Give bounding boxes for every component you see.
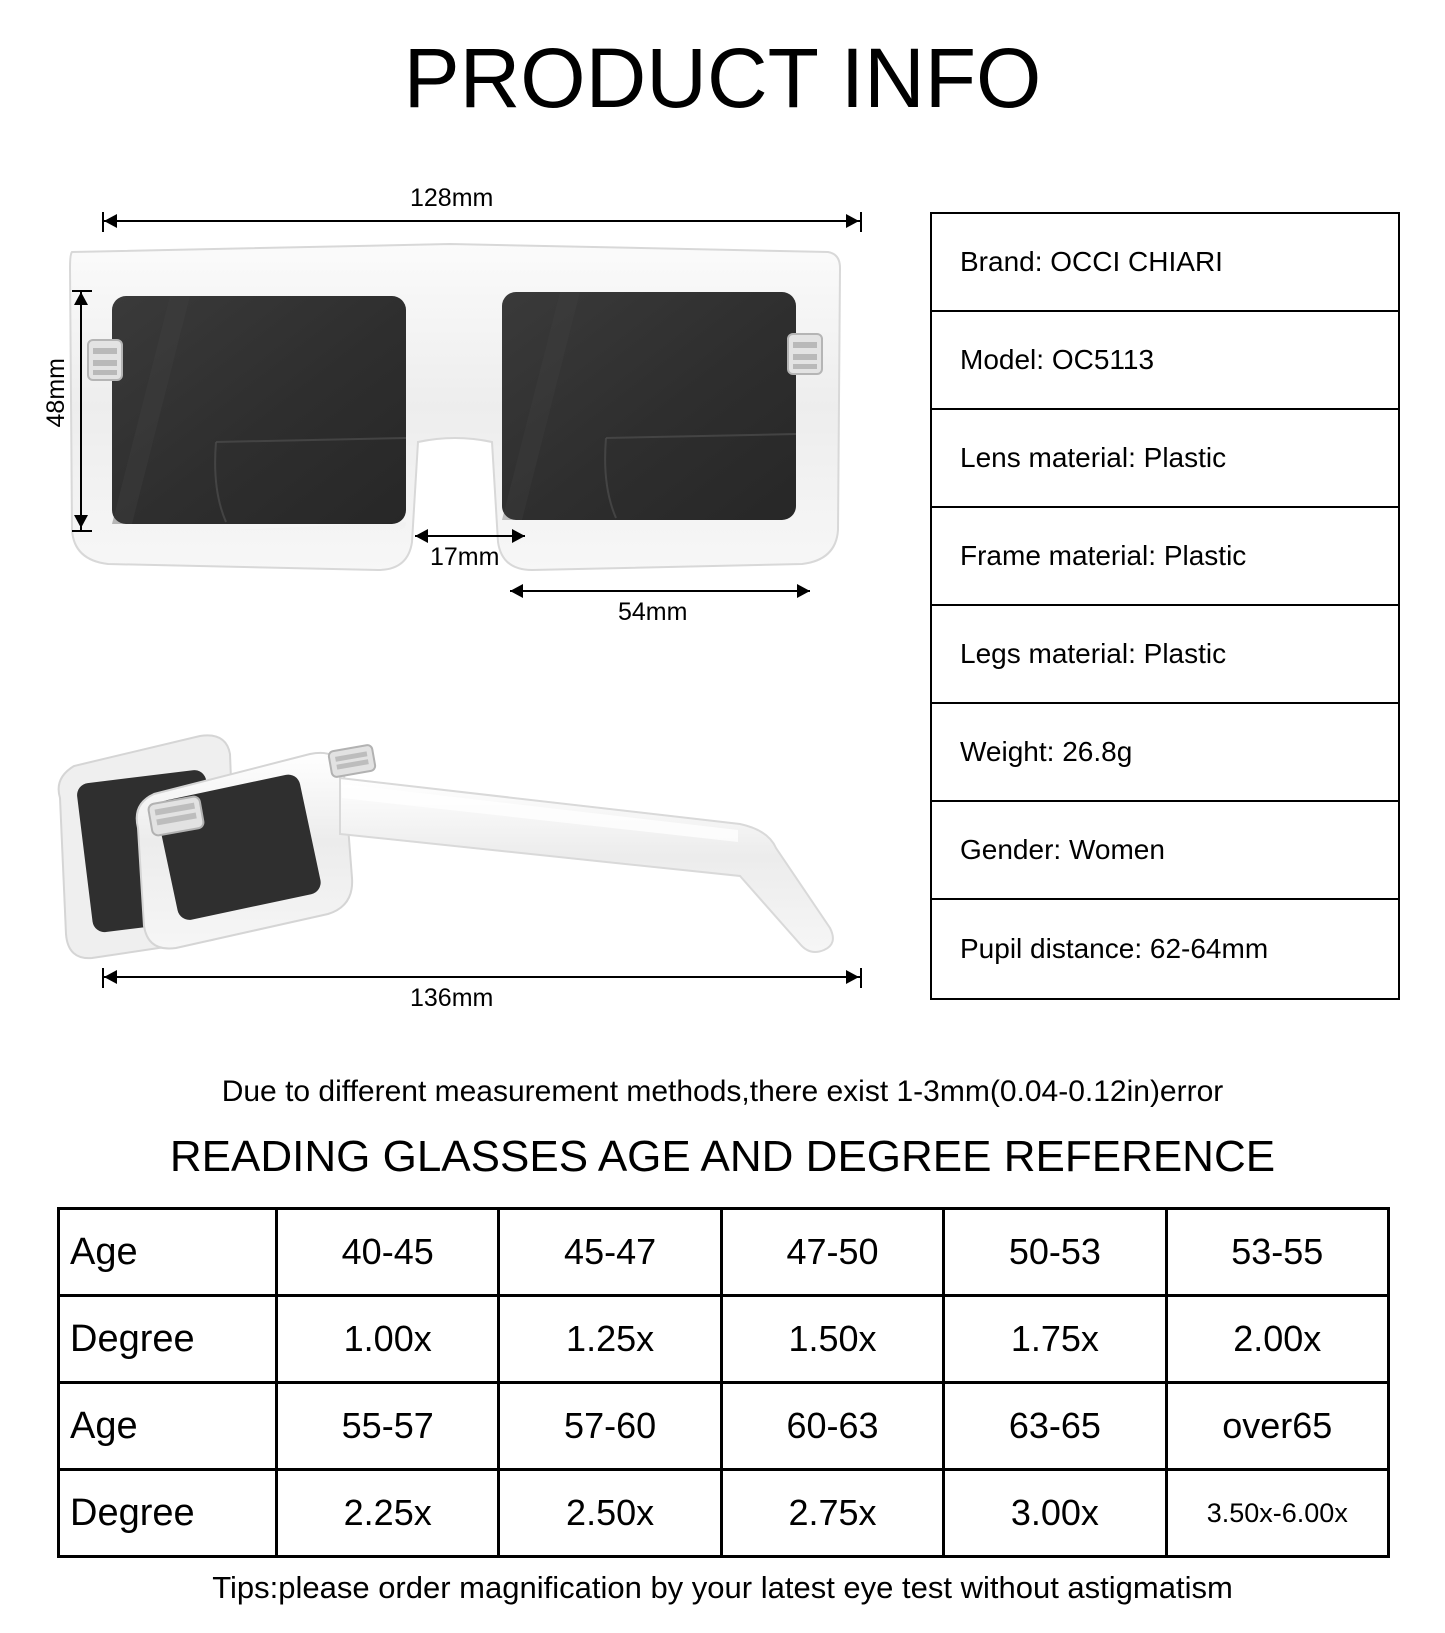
cell-age2-4: 63-65: [944, 1383, 1166, 1470]
dim-label-lens-height: 48mm: [42, 358, 70, 428]
cell-deg1-4: 1.75x: [944, 1296, 1166, 1383]
dim-line-temple-length: [102, 976, 860, 978]
cell-age1-4: 50-53: [944, 1209, 1166, 1296]
dim-arrow-lenswidth-right: [797, 584, 810, 598]
dim-arrow-bridge-left: [415, 529, 428, 543]
cell-deg2-2: 2.50x: [499, 1470, 721, 1557]
cell-age1-5: 53-55: [1166, 1209, 1388, 1296]
hinge-left: [88, 340, 122, 380]
spec-row-frame-material: Frame material: Plastic: [932, 508, 1398, 606]
spec-row-brand: Brand: OCCI CHIARI: [932, 214, 1398, 312]
hinge-right: [788, 334, 822, 374]
dim-arrow-right: [846, 214, 859, 228]
cell-deg2-3: 2.75x: [721, 1470, 943, 1557]
spec-row-legs-material: Legs material: Plastic: [932, 606, 1398, 704]
dim-arrow-temple-right: [846, 970, 859, 984]
cell-deg2-1: 2.25x: [277, 1470, 499, 1557]
dim-tick-temple-right: [860, 968, 862, 988]
cell-age2-5: over65: [1166, 1383, 1388, 1470]
cell-age1-3: 47-50: [721, 1209, 943, 1296]
spec-row-pupil-distance: Pupil distance: 62-64mm: [960, 933, 1269, 964]
spec-row-model: Model: OC5113: [932, 312, 1398, 410]
table-row: [59, 1470, 1389, 1557]
dim-label-temple-length: 136mm: [410, 984, 494, 1012]
age-degree-reference-table: [57, 1207, 1390, 1558]
measurement-note: Due to different measurement methods,there exist 1-3mm(0.04-0.12in)error: [221, 1075, 1224, 1108]
spec-row-gender: Gender: Women: [932, 802, 1398, 900]
product-illustration: [40, 184, 870, 1020]
cell-age1-2: 45-47: [499, 1209, 721, 1296]
row-label-degree-1: Degree: [59, 1296, 277, 1383]
cell-age1-1: 40-45: [277, 1209, 499, 1296]
cell-age2-3: 60-63: [721, 1383, 943, 1470]
dim-arrow-temple-left: [104, 970, 117, 984]
page-title: PRODUCT INFO: [403, 31, 1042, 125]
cell-age2-1: 55-57: [277, 1383, 499, 1470]
hinge-side-front: [328, 744, 376, 777]
table-row: [59, 1383, 1389, 1470]
dim-label-total-width: 128mm: [410, 184, 494, 212]
table-row: [59, 1209, 1389, 1296]
dim-arrow-up: [74, 292, 88, 305]
spec-row-weight: Weight: 26.8g: [932, 704, 1398, 802]
dim-label-bridge: 17mm: [430, 543, 500, 571]
cell-deg2-4: 3.00x: [944, 1470, 1166, 1557]
cell-deg1-1: 1.00x: [277, 1296, 499, 1383]
dim-arrow-bridge-right: [512, 529, 525, 543]
spec-table: [930, 212, 1400, 1000]
sunglasses-front-view: [40, 230, 870, 650]
dim-line-lens-width: [510, 590, 810, 592]
dim-line-width-top: [102, 220, 860, 222]
row-label-age-2: Age: [59, 1383, 277, 1470]
dim-arrow-lenswidth-left: [510, 584, 523, 598]
sunglasses-side-view: [40, 628, 870, 1008]
spec-row-lens-material: Lens material: Plastic: [932, 410, 1398, 508]
cell-deg1-2: 1.25x: [499, 1296, 721, 1383]
cell-deg2-5: 3.50x-6.00x: [1166, 1470, 1388, 1557]
reference-heading: READING GLASSES AGE AND DEGREE REFERENCE: [169, 1132, 1276, 1181]
dim-tick-bottom: [72, 530, 92, 532]
cell-age2-2: 57-60: [499, 1383, 721, 1470]
cell-deg1-3: 1.50x: [721, 1296, 943, 1383]
dim-tick-right: [860, 212, 862, 232]
dim-line-lens-height: [80, 290, 82, 530]
dim-line-bridge: [415, 535, 525, 537]
dim-arrow-down: [74, 515, 88, 528]
table-row: [59, 1296, 1389, 1383]
tips-text: Tips:please order magnification by your latest eye test without astigmatism: [212, 1570, 1233, 1605]
row-label-age-1: Age: [59, 1209, 277, 1296]
cell-deg1-5: 2.00x: [1166, 1296, 1388, 1383]
row-label-degree-2: Degree: [59, 1470, 277, 1557]
dim-label-lens-width: 54mm: [618, 598, 688, 626]
dim-arrow-left: [104, 214, 117, 228]
